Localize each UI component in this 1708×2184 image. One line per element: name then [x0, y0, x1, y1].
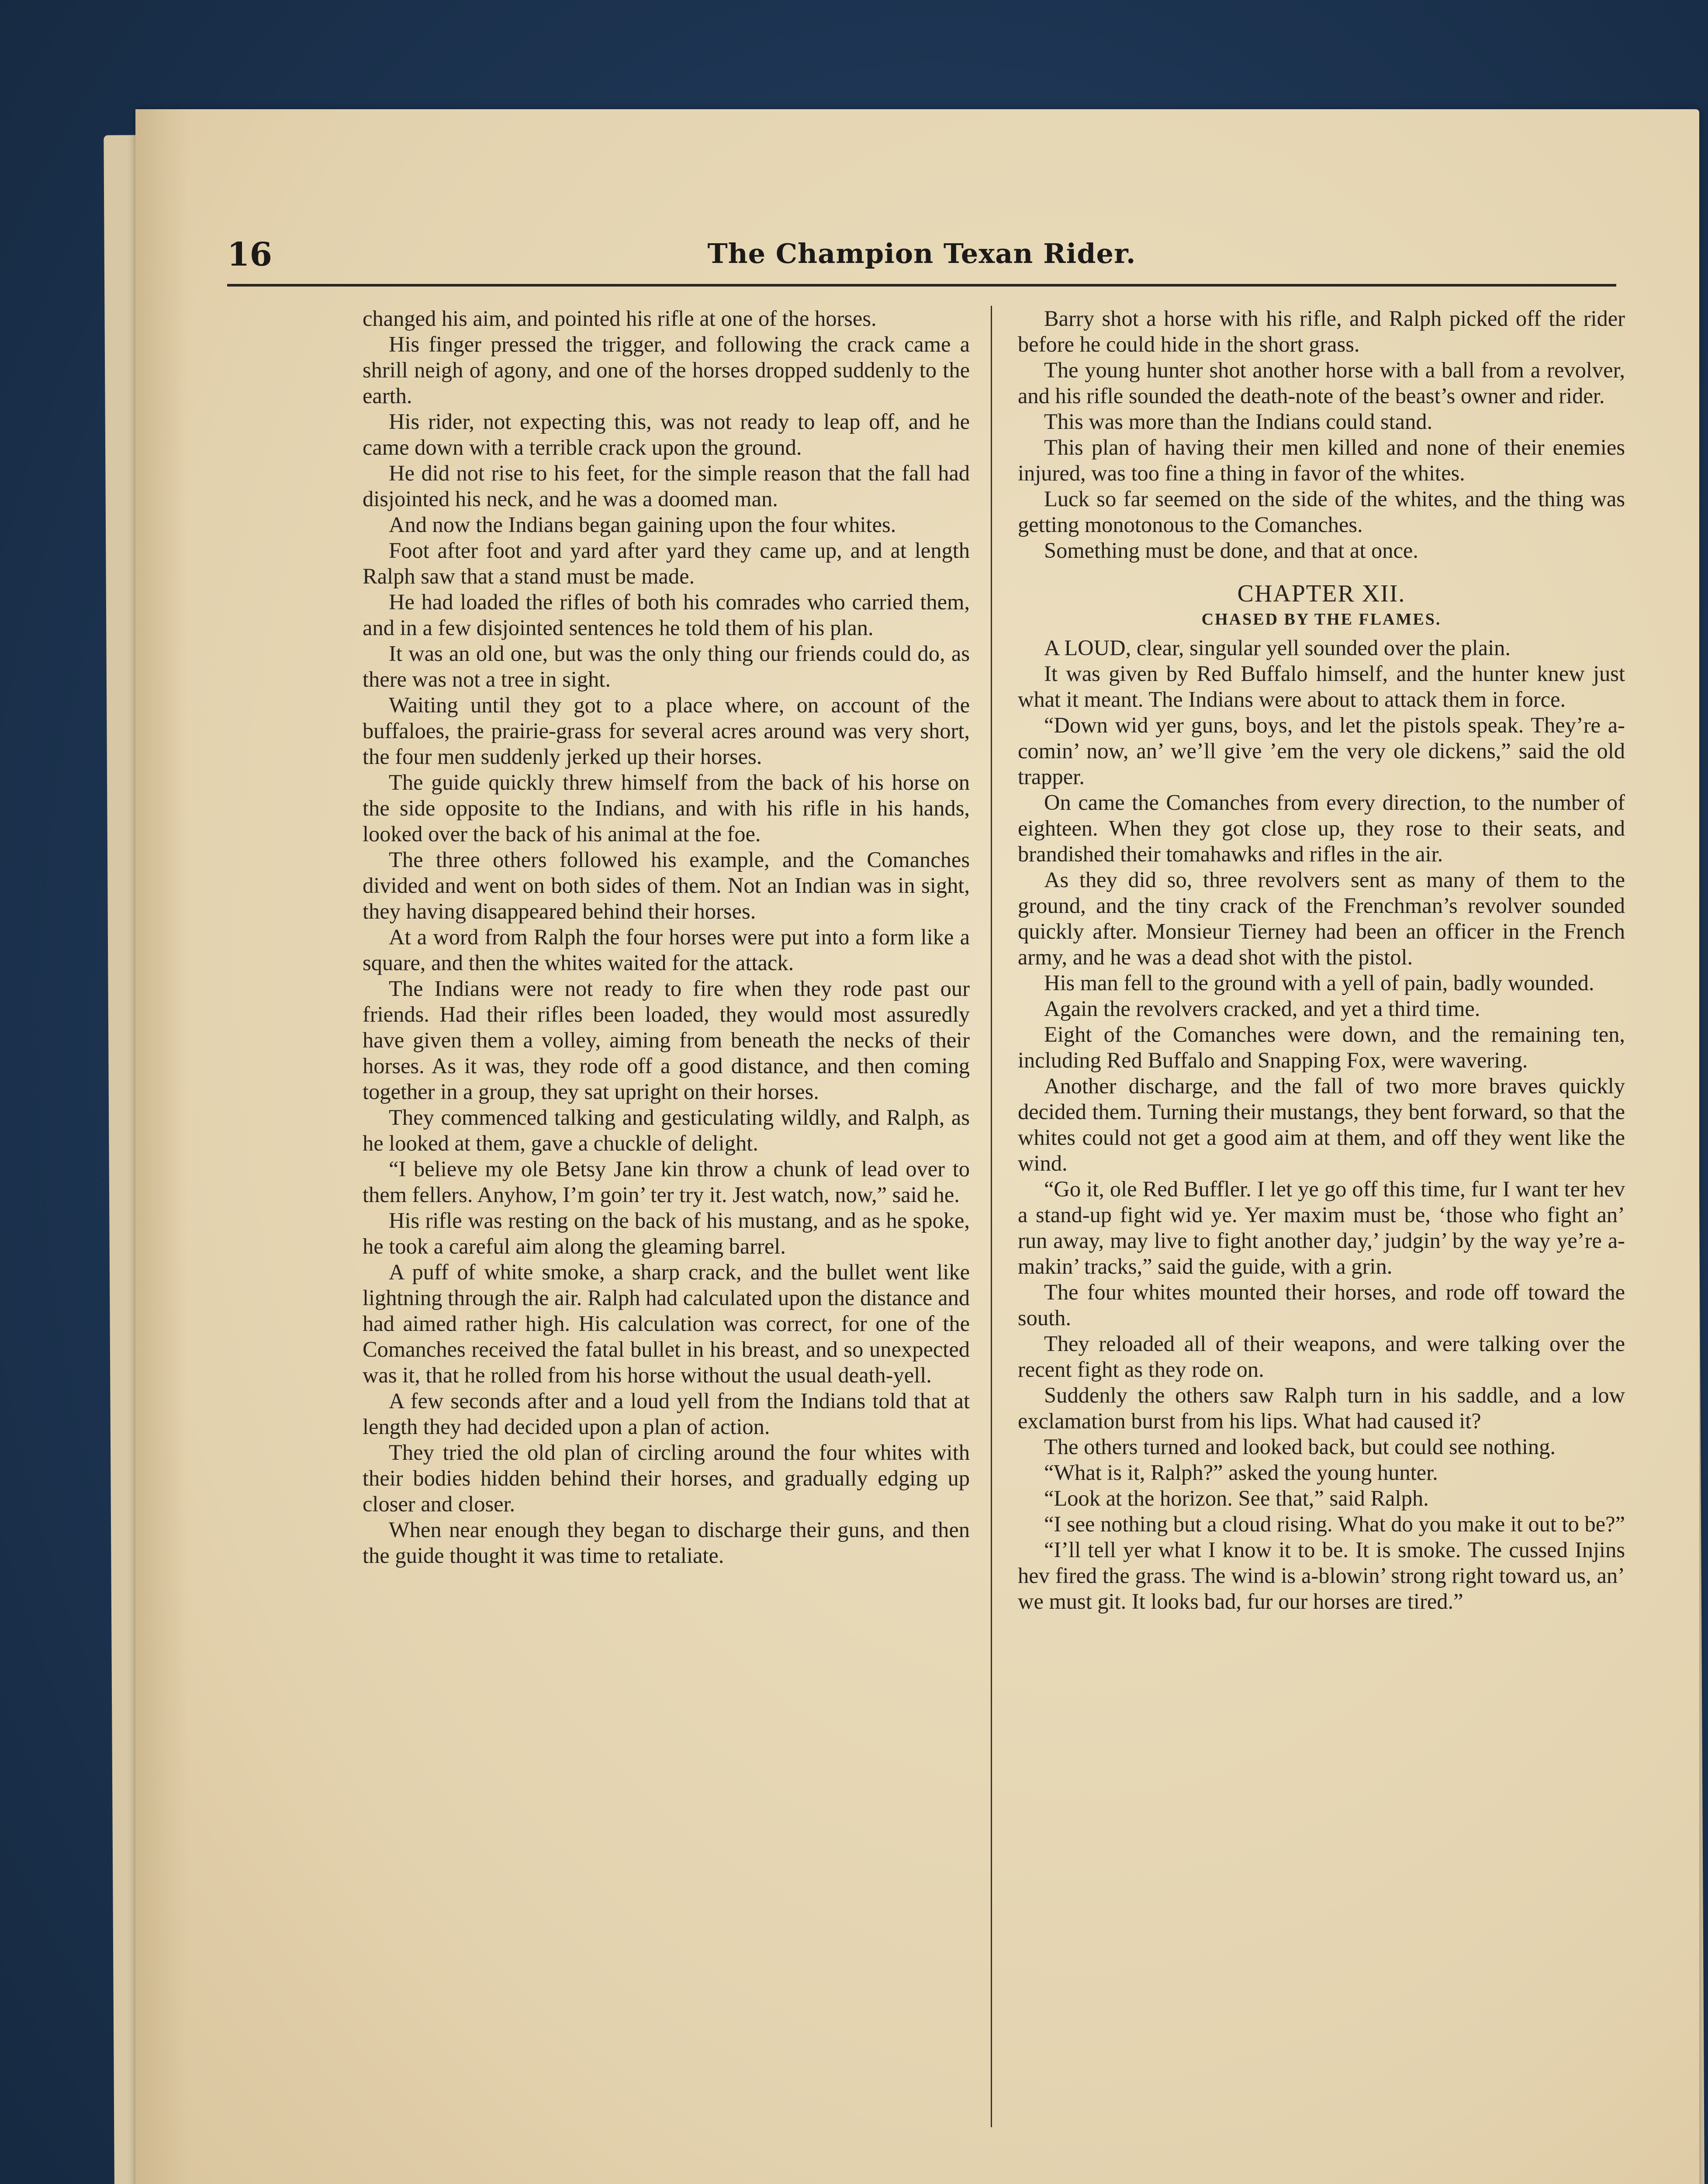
- paragraph: “Look at the horizon. See that,” said Ralph.: [1044, 1486, 1429, 1510]
- paragraph: A few seconds after and a loud yell from the Indians told that at length they had decided upon a plan of action.: [363, 1389, 970, 1439]
- paragraph: The guide quickly threw himself from the back of his horse on the side opposite to the Indians, and with his rifle in his hands, looked over the back of his animal at the foe.: [363, 770, 970, 846]
- paragraph: A LOUD, clear, singular yell sounded over the plain.: [1044, 636, 1511, 660]
- paragraph: “What is it, Ralph?” asked the young hunter.: [1044, 1460, 1438, 1485]
- paragraph: His rider, not expecting this, was not ready to leap off, and he came down with a terrible crack upon the ground.: [363, 409, 970, 460]
- paragraph: They reloaded all of their weapons, and were talking over the recent fight as they rode on.: [1018, 1331, 1625, 1382]
- paragraph: When near enough they began to discharge their guns, and then the guide thought it was time to retaliate.: [363, 1517, 970, 1568]
- paragraph: They commenced talking and gesticulating wildly, and Ralph, as he looked at them, gave a chuckle of delight.: [363, 1105, 970, 1155]
- paragraph: It was given by Red Buffalo himself, and the hunter knew just what it meant. The Indians were about to attack them in force.: [1018, 661, 1625, 712]
- paragraph: And now the Indians began gaining upon the four whites.: [389, 512, 896, 537]
- paragraph: “I see nothing but a cloud rising. What do you make it out to be?”: [1044, 1512, 1625, 1536]
- header-rule: [227, 284, 1616, 287]
- paragraph: His rifle was resting on the back of his mustang, and as he spoke, he took a careful aim along the gleaming barrel.: [363, 1208, 970, 1258]
- paragraph: Foot after foot and yard after yard they came up, and at length Ralph saw that a stand must be made.: [363, 538, 970, 588]
- page-edge-shadow: [135, 109, 188, 2184]
- chapter-title: CHAPTER XII.: [1237, 580, 1406, 607]
- paragraph: He had loaded the rifles of both his comrades who carried them, and in a few disjointed sentences he told them of his plan.: [363, 590, 970, 640]
- paragraph: Eight of the Comanches were down, and the remaining ten, including Red Buffalo and Snapping Fox, were wavering.: [1018, 1022, 1625, 1072]
- paragraph: It was an old one, but was the only thing our friends could do, as there was not a tree in sight.: [363, 641, 970, 691]
- paragraph: As they did so, three revolvers sent as many of them to the ground, and the tiny crack of the Frenchman’s revolver sounded quickly after. Monsieur Tierney had been an officer in the French army, and he was a dead shot with the pistol.: [1018, 867, 1625, 969]
- paragraph: Luck so far seemed on the side of the whites, and the thing was getting monotonous to the Comanches.: [1018, 487, 1625, 537]
- paragraph: “I’ll tell yer what I know it to be. It is smoke. The cussed Injins hev fired the grass. The wind is a-blowin’ strong right toward us, an’ we must git. It looks bad, fur our horses are tired.”: [1018, 1538, 1625, 1614]
- column-divider: [991, 306, 992, 2127]
- paragraph: Suddenly the others saw Ralph turn in his saddle, and a low exclamation burst from his lips. What had caused it?: [1018, 1383, 1625, 1433]
- paragraph: The three others followed his example, and the Comanches divided and went on both sides of them. Not an Indian was in sight, they having disappeared behind their horses.: [363, 847, 970, 923]
- paragraph: The young hunter shot another horse with a ball from a revolver, and his rifle sounded the death-note of the beast’s owner and rider.: [1018, 358, 1625, 408]
- right-column-after-chapter: [1018, 635, 1625, 1614]
- paragraph: “Down wid yer guns, boys, and let the pistols speak. They’re a-comin’ now, an’ we’ll give ’em the very ole dickens,” said the old trapper.: [1018, 713, 1625, 789]
- chapter-subtitle: CHASED BY THE FLAMES.: [1201, 610, 1442, 629]
- paragraph: Another discharge, and the fall of two more braves quickly decided them. Turning their mustangs, they bent forward, so that the whites could not get a good aim at them, and off they went like the wind.: [1018, 1074, 1625, 1175]
- right-column: [1018, 306, 1625, 1614]
- page-number: 16: [227, 236, 272, 273]
- page-header: [227, 232, 1616, 284]
- paragraph: His finger pressed the trigger, and following the crack came a shrill neigh of agony, and one of the horses dropped suddenly to the earth.: [363, 332, 970, 408]
- paragraph: His man fell to the ground with a yell of pain, badly wounded.: [1044, 971, 1594, 995]
- paragraph: The four whites mounted their horses, and rode off toward the south.: [1018, 1280, 1625, 1330]
- paragraph: This was more than the Indians could stand.: [1044, 409, 1433, 434]
- paragraph: At a word from Ralph the four horses were put into a form like a square, and then the whites waited for the attack.: [363, 925, 970, 975]
- running-title: The Champion Texan Rider.: [707, 238, 1136, 270]
- paragraph: changed his aim, and pointed his rifle at one of the horses.: [363, 306, 877, 331]
- paragraph: This plan of having their men killed and none of their enemies injured, was too fine a thing in favor of the whites.: [1018, 435, 1625, 485]
- paragraph: On came the Comanches from every direction, to the number of eighteen. When they got close up, they rose to their seats, and brandished their tomahawks and rifles in the air.: [1018, 790, 1625, 866]
- left-column: [363, 306, 970, 1569]
- paragraph: The Indians were not ready to fire when they rode past our friends. Had their rifles been loaded, they would most assuredly have given them a volley, aiming from beneath the necks of their horses. As it was, they rode off a good distance, and then coming together in a group, they sat upright on their horses.: [363, 976, 970, 1104]
- paragraph: Again the revolvers cracked, and yet a third time.: [1044, 996, 1480, 1021]
- paragraph: Something must be done, and that at once.: [1044, 538, 1418, 563]
- paragraph: Waiting until they got to a place where, on account of the buffaloes, the prairie-grass for several acres around was very short, the four men suddenly jerked up their horses.: [363, 693, 970, 769]
- paragraph: “Go it, ole Red Buffler. I let ye go off this time, fur I want ter hev a stand-up fight wid ye. Yer maxim must be, ‘those who fight an’ run away, may live to fight another day,’ judgin’ by the way ye’re a-makin’ tracks,” said the guide, with a grin.: [1018, 1177, 1625, 1279]
- paragraph: Barry shot a horse with his rifle, and Ralph picked off the rider before he could hide in the short grass.: [1018, 306, 1625, 356]
- right-column-before-chapter: [1018, 306, 1625, 563]
- paragraph: “I believe my ole Betsy Jane kin throw a chunk of lead over to them fellers. Anyhow, I’m goin’ ter try it. Jest watch, now,” said he.: [363, 1157, 970, 1207]
- paragraph: A puff of white smoke, a sharp crack, and the bullet went like lightning through the air. Ralph had calculated upon the distance and had aimed rather high. His calculation was correct, for one of the Comanches received the fatal bullet in his breast, and so unexpected was it, that he rolled from his horse without the usual death-yell.: [363, 1260, 970, 1387]
- paragraph: They tried the old plan of circling around the four whites with their bodies hidden behind their horses, and gradually edging up closer and closer.: [363, 1440, 970, 1516]
- paragraph: He did not rise to his feet, for the simple reason that the fall had disjointed his neck, and he was a doomed man.: [363, 461, 970, 511]
- paragraph: The others turned and looked back, but could see nothing.: [1044, 1434, 1556, 1459]
